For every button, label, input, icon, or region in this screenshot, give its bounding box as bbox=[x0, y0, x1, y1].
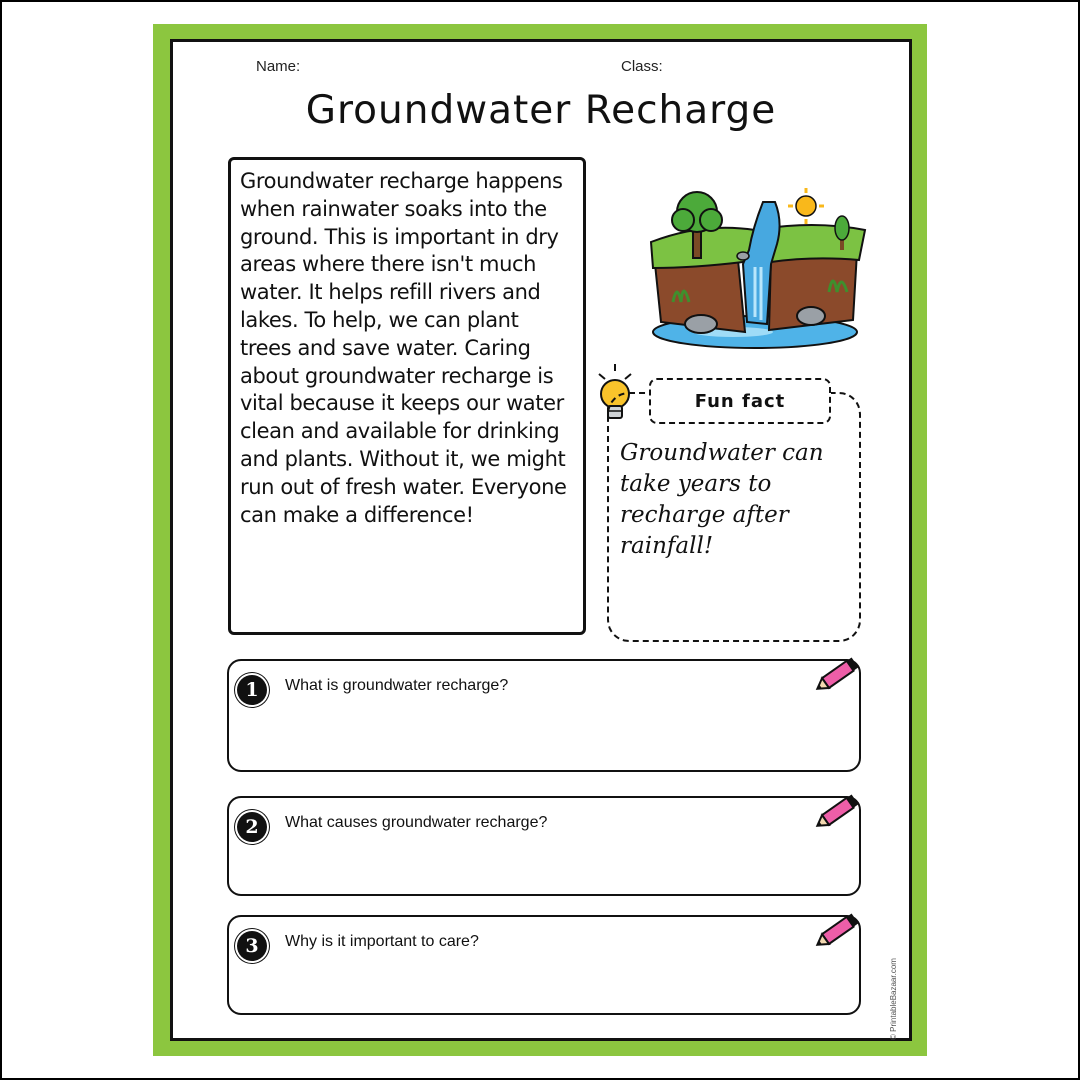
pencil-icon bbox=[809, 907, 865, 955]
worksheet-page bbox=[170, 39, 912, 1041]
name-label: Name: bbox=[256, 58, 301, 75]
question-box-3[interactable] bbox=[227, 915, 861, 1015]
pencil-icon bbox=[809, 788, 865, 836]
story-text: Groundwater recharge happens when rainwater soaks into the ground. This is important in dry areas where there isn't much water. It helps refill rivers and lakes. To help, we can plant trees and save water. Caring about groundwater recharge is vital because it keeps our water clean and available for drinking and plants. Without it, we might run out of fresh water. Everyone can make a difference! bbox=[240, 169, 567, 527]
fun-fact-text: Groundwater can take years to recharge after rainfall! bbox=[620, 440, 824, 559]
question-text-2: What causes groundwater recharge? bbox=[285, 814, 548, 831]
worksheet-green-border bbox=[153, 24, 927, 1056]
story-box bbox=[228, 157, 586, 635]
watermark bbox=[885, 932, 905, 1042]
question-number-2: 2 bbox=[237, 812, 267, 842]
question-text-1: What is groundwater recharge? bbox=[285, 677, 509, 694]
question-number-3: 3 bbox=[237, 931, 267, 961]
page-title: Groundwater Recharge bbox=[305, 88, 777, 133]
question-text-3: Why is it important to care? bbox=[285, 933, 479, 950]
class-label: Class: bbox=[621, 58, 663, 75]
fun-fact-label: Fun fact bbox=[649, 378, 831, 424]
pencil-icon bbox=[809, 651, 865, 699]
question-box-2[interactable] bbox=[227, 796, 861, 896]
landscape-waterfall-icon bbox=[643, 172, 873, 352]
question-box-1[interactable] bbox=[227, 659, 861, 772]
watermark-text: © PrintableBazaar.com bbox=[889, 958, 898, 1040]
question-number-1: 1 bbox=[237, 675, 267, 705]
